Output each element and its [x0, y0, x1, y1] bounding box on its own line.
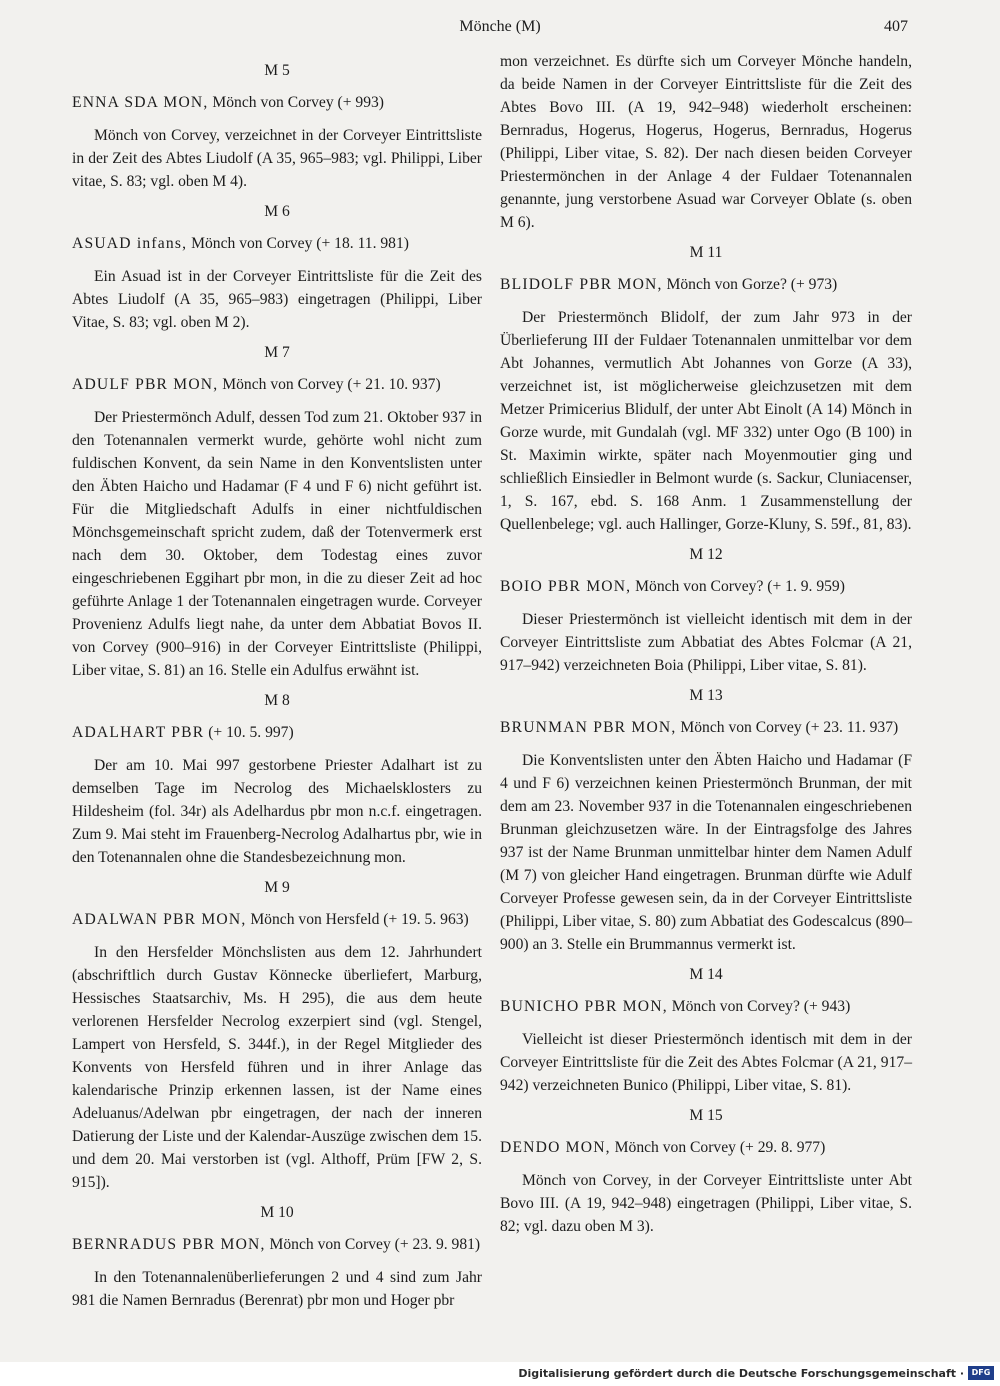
entry-m9 [72, 876, 482, 1194]
entry-name: BOIO PBR MON, [500, 578, 632, 595]
entry-text: In den Totenannalenüberlieferungen 2 und 4 sind zum Jahr 981 die Namen Bernradus (Berenrat) pbr mon und Hoger pbr [72, 1269, 482, 1309]
entry-text: Mönch von Corvey, in der Corveyer Eintrittsliste unter Abt Bovo III. (A 19, 942–948) eingetragen (Philippi, Liber vitae, S. 82; vgl. dazu oben M 3). [500, 1172, 912, 1235]
dfg-logo: DFG [968, 1366, 994, 1380]
running-title: Mönche (M) [459, 18, 541, 35]
entry-number: M 6 [264, 203, 290, 220]
entry-headline [72, 232, 482, 255]
entry-name: BERNRADUS PBR MON, [72, 1236, 266, 1253]
entry-m10-continuation: mon verzeichnet. Es dürfte sich um Corveyer Mönche handeln, da beide Namen in der Corveyer Eintrittsliste für die Zeit des Abtes Bovo III. (A 19, 942–948) wiederholt erscheinen: Bernradus, Hogerus, Hogerus, Hogerus, Bernradus, Hogerus (Philippi, Liber vitae, S. 82). Der nach diesen beiden Corveyer Priestermönchen in der Anlage 4 der Fuldaer Totenannalen genannte, jung verstorbene Asuad war Corveyer Oblate (s. oben M 6). [500, 53, 912, 231]
footer-bar [0, 1362, 1000, 1386]
entry-text: In den Hersfelder Mönchslisten aus dem 12. Jahrhundert (abschriftlich durch Gustav Könnecke überliefert, Marburg, Hessisches Staatsarchiv, Ms. H 295), die aus dem heute verlorenen Hersfelder Necrolog exzerpiert sind (vgl. Stengel, Lampert von Hersfeld, S. 344f.), in der Regel Mitglieder des Konvents von Hersfeld führen und in ihrer Anlage das kalendarische Prinzip erkennen lassen, ist der Name eines Adeluanus/Adelwan pbr eingetragen, der nach der inneren Datierung der Liste und der Kalendar-Auszüge zwischen dem 15. und dem 20. Mai verstorben ist (vgl. Althoff, Prüm [FW 2, S. 915]). [72, 944, 482, 1191]
entry-number: M 9 [264, 879, 290, 896]
entry-m11 [500, 241, 912, 536]
entry-number: M 11 [689, 244, 723, 261]
entry-m15 [500, 1104, 912, 1238]
entry-name: BLIDOLF PBR MON, [500, 276, 663, 293]
entry-text: Dieser Priestermönch ist vielleicht identisch mit dem in der Corveyer Eintrittsliste zum Abbatiat des Abtes Folcmar (A 21, 917–942) verzeichneten Boia (Philippi, Liber vitae, S. 81). [500, 611, 912, 674]
entry-headline [72, 373, 482, 396]
entry-name: ENNA SDA MON, [72, 94, 209, 111]
entry-headline [72, 1233, 482, 1256]
entry-m7 [72, 341, 482, 682]
entry-headline [500, 716, 912, 739]
entry-name: ADALWAN PBR MON, [72, 911, 247, 928]
right-column [500, 50, 912, 1244]
entry-headline [72, 908, 482, 931]
entry-name: DENDO MON, [500, 1139, 611, 1156]
entry-number: M 8 [264, 692, 290, 709]
entry-headline-rest: Mönch von Corvey (+ 23. 9. 981) [265, 1236, 481, 1253]
entry-headline [500, 575, 912, 598]
entry-headline-rest: (+ 10. 5. 997) [204, 724, 294, 741]
entry-text: Der Priestermönch Blidolf, der zum Jahr 973 in der Überlieferung III der Fuldaer Totenannalen unmittelbar vor dem Abt Johannes, vermutlich Abt Johannes von Gorze (A 33), verzeichnet ist, ist möglicherweise gleichzusetzen mit dem Metzer Primicerius Blidulf, der unter Abt Einolt (A 14) Mönch in Gorze wurde, mit Gundalah (vgl. MF 332) unter Ogo (B 100) in St. Maximin wirkte, später nach Moyenmoutier ging und schließlich Einsiedler in Belmont wurde (s. Sackur, Cluniacenser, 1, S. 167, ebd. S. 168 Anm. 1 Zusammenstellung der Quellenbelege; vgl. auch Hallinger, Gorze-Kluny, S. 59f., 81, 83). [500, 309, 912, 533]
entry-m14 [500, 963, 912, 1097]
entry-name: ADALHART PBR [72, 724, 205, 741]
entry-m5 [72, 59, 482, 193]
entry-text: Der am 10. Mai 997 gestorbene Priester Adalhart ist zu demselben Tage im Necrolog des Michaelsklosters zu Hildesheim (fol. 34r) als Adelhardus pbr mon n.c.f. eingetragen. Zum 9. Mai steht im Frauenberg-Necrolog Adalhartus pbr, wie in den Totenannalen ohne die Standesbezeichnung mon. [72, 757, 482, 866]
entry-text: Die Konventslisten unter den Äbten Haicho und Hadamar (F 4 und F 6) verzeichnen keinen Priestermönch Brunman, der mit dem am 23. November 937 in die Totenannalen eingeschriebenen Brunman gleichzusetzen wäre. In der Eintragsfolge des Jahres 937 ist der Name Brunman unmittelbar hinter dem Namen Adulf (M 7) von gleicher Hand eingetragen. Brunman dürfte wie Adulf Corveyer Professe gewesen sein, da in der Corveyer Eintrittsliste (Philippi, Liber vitae, S. 80) zum Abbatiat des Godescalcus (890–900) an 3. Stelle ein Brummannus vermerkt ist. [500, 752, 912, 953]
entry-name: ASUAD infans, [72, 235, 188, 252]
entry-m13 [500, 684, 912, 956]
left-column [72, 52, 482, 1318]
entry-text: Mönch von Corvey, verzeichnet in der Corveyer Eintrittsliste in der Zeit des Abtes Liudolf (A 35, 965–983; vgl. Philippi, Liber vitae, S. 83; vgl. oben M 4). [72, 127, 482, 190]
entry-text: Vielleicht ist dieser Priestermönch identisch mit dem in der Corveyer Eintrittsliste für die Zeit des Abtes Folcmar (A 21, 917–942) verzeichneten Bunico (Philippi, Liber vitae, S. 81). [500, 1031, 912, 1094]
entry-headline-rest: Mönch von Corvey (+ 23. 11. 937) [676, 719, 899, 736]
entry-text: Ein Asuad ist in der Corveyer Eintrittsliste für die Zeit des Abtes Liudolf (A 35, 965–983) eingetragen (Philippi, Liber Vitae, S. 83; vgl. oben M 2). [72, 268, 482, 331]
page-number: 407 [884, 18, 908, 35]
entry-name: BUNICHO PBR MON, [500, 998, 668, 1015]
entry-headline-rest: Mönch von Hersfeld (+ 19. 5. 963) [246, 911, 469, 928]
entry-name: BRUNMAN PBR MON, [500, 719, 677, 736]
entry-headline-rest: Mönch von Corvey (+ 18. 11. 981) [187, 235, 409, 252]
entry-number: M 7 [264, 344, 290, 361]
entry-headline [500, 995, 912, 1018]
entry-headline-rest: Mönch von Corvey? (+ 1. 9. 959) [631, 578, 845, 595]
entry-m8 [72, 689, 482, 869]
entry-headline [500, 1136, 912, 1159]
entry-m6 [72, 200, 482, 334]
entry-headline [500, 273, 912, 296]
entry-headline-rest: Mönch von Corvey (+ 21. 10. 937) [218, 376, 441, 393]
entry-headline-rest: Mönch von Gorze? (+ 973) [662, 276, 838, 293]
entry-number: M 12 [689, 546, 723, 563]
entry-number: M 5 [264, 62, 290, 79]
entry-headline-rest: Mönch von Corvey? (+ 943) [667, 998, 851, 1015]
entry-headline-rest: Mönch von Corvey (+ 993) [208, 94, 385, 111]
entry-m12 [500, 543, 912, 677]
entry-headline-rest: Mönch von Corvey (+ 29. 8. 977) [610, 1139, 826, 1156]
funding-notice: Digitalisierung gefördert durch die Deutsche Forschungsgemeinschaft · [518, 1367, 964, 1380]
entry-number: M 15 [689, 1107, 723, 1124]
entry-headline [72, 721, 482, 744]
entry-name: ADULF PBR MON, [72, 376, 219, 393]
entry-text: Der Priestermönch Adulf, dessen Tod zum 21. Oktober 937 in den Totenannalen vermerkt wurde, gehörte wohl nicht zum fuldischen Konvent, da sein Name in den Konventslisten unter den Äbten Haicho und Hadamar (F 4 und F 6) nicht geführt ist. Für die Mitgliedschaft Adulfs in einer nichtfuldischen Mönchsgemeinschaft spricht zudem, daß der Totenvermerk erst nach dem 30. Oktober, dem Todestag eines zuvor eingeschriebenen Eggihart pbr mon, in die zu dieser Zeit ad hoc geführte Anlage 1 der Totenannalen eingetragen wurde. Corveyer Provenienz Adulfs liegt nahe, da unter dem Abbatiat Bovos II. von Corvey (900–916) in der Corveyer Eintrittsliste (Philippi, Liber vitae, S. 81) an 16. Stelle ein Adulfus erwähnt ist. [72, 409, 482, 679]
entry-m10 [72, 1201, 482, 1312]
running-head [0, 18, 1000, 42]
entry-number: M 14 [689, 966, 723, 983]
entry-number: M 10 [260, 1204, 294, 1221]
entry-number: M 13 [689, 687, 723, 704]
entry-headline [72, 91, 482, 114]
